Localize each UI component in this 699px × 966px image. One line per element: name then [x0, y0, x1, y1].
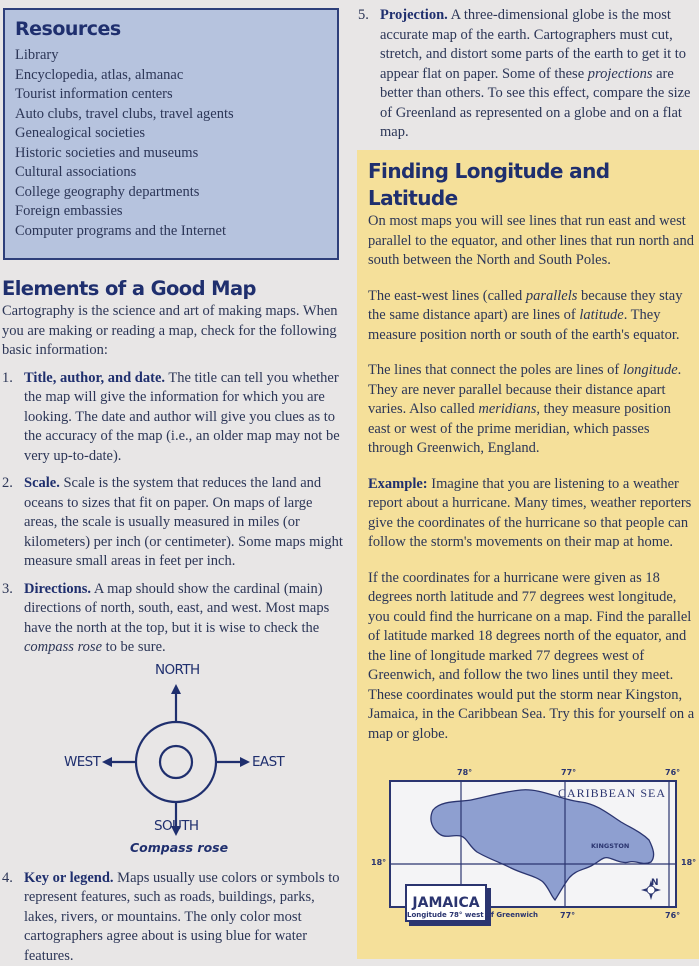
item-emphasis: compass rose	[24, 639, 102, 655]
item-heading: Scale.	[24, 475, 60, 491]
item-number: 2.	[2, 474, 24, 572]
text-run: . They measure position north or south of the earth's equator.	[368, 307, 679, 343]
item-number: 4.	[2, 869, 24, 966]
item-text: Maps usually use colors or symbols to represent features, such as roads, buildings, parks, lakes, rivers, or mountains. The only color most cartographers agree about is using blue for water features.	[24, 870, 340, 964]
item-heading: Key or legend.	[24, 870, 114, 886]
map-sea-label: CARIBBEAN SEA	[558, 786, 666, 801]
map-tick-78-top: 78°	[457, 768, 472, 777]
resource-item: Library	[15, 46, 327, 66]
list-item-key-legend	[2, 869, 347, 966]
resources-box	[3, 8, 339, 260]
map-city-label: KINGSTON	[591, 842, 629, 850]
compass-east-label: EAST	[252, 754, 284, 770]
list-item-title-author-date	[2, 369, 347, 467]
map-country-label: JAMAICA	[405, 884, 487, 922]
item-text: The title can tell you whether the map will give the information for which you are looking. The date and author will give you clues as to the accuracy of the map (i.e., an older map may not be very up-to-date).	[24, 370, 340, 464]
resource-item: Auto clubs, travel clubs, travel agents	[15, 105, 327, 125]
term-longitude: longitude	[623, 362, 678, 378]
resources-list	[15, 46, 327, 241]
term-meridians: meridians	[478, 401, 536, 417]
resource-item: Encyclopedia, atlas, almanac	[15, 66, 327, 86]
compass-south-label: SOUTH	[154, 818, 198, 834]
list-item-directions	[2, 580, 347, 658]
item-text-tail: to be sure.	[102, 639, 166, 655]
list-item-scale	[2, 474, 347, 572]
item-text: Scale is the system that reduces the land and oceans to sizes that fit on paper. On maps of large areas, the scale is usually measured in miles (or kilometers) per inch (or centimeter). Some maps might measure small areas in feet per inch.	[24, 475, 343, 569]
resource-item: Foreign embassies	[15, 202, 327, 222]
text-run: , they measure position east or west of the prime meridian, which passes through Greenwich, England.	[368, 401, 671, 456]
resource-item: College geography departments	[15, 183, 327, 203]
longlat-paragraph-1: On most maps you will see lines that run east and west parallel to the equator, and other lines that run north and south between the North and South Poles.	[368, 212, 695, 271]
map-lat-right: 18°	[681, 858, 696, 867]
text-run: The east-west lines (called	[368, 288, 526, 304]
item-heading: Title, author, and date.	[24, 370, 165, 386]
projection-section	[358, 6, 696, 143]
item-heading: Directions.	[24, 581, 91, 597]
map-tick-77-top: 77°	[561, 768, 576, 777]
text-run: because they stay the same distance apart) are lines of	[368, 288, 682, 324]
list-item-projection	[358, 6, 696, 143]
compass-north-label: NORTH	[155, 662, 200, 678]
elements-section	[2, 276, 347, 966]
item-text-tail: are better than others. To see this effect, compare the size of Greenland as represented on a globe and on a flat map.	[380, 66, 690, 141]
item-text: A three-dimensional globe is the most accurate map of the earth. Cartographers must cut, stretch, and distort some parts of the earth to get it to appear flat on paper. Some of these	[380, 7, 686, 82]
resource-item: Tourist information centers	[15, 85, 327, 105]
resource-item: Genealogical societies	[15, 124, 327, 144]
resources-title: Resources	[15, 18, 327, 40]
longlat-example	[368, 475, 695, 553]
item-number: 3.	[2, 580, 24, 658]
text-run: Imagine that you are listening to a weather report about a hurricane. Many times, weather reporters give the coordinates of the hurricane so that people can follow the storm's movements on their map at home.	[368, 476, 691, 551]
item-text: A map should show the cardinal (main) directions of north, south, east, and west. Most maps have the north at the top, but it is wise to check the	[24, 581, 329, 636]
jamaica-map	[367, 760, 693, 920]
longlat-paragraph-3	[368, 361, 695, 459]
map-tick-77-bottom: 77°	[560, 911, 575, 920]
term-latitude: latitude	[579, 307, 623, 323]
compass-caption: Compass rose	[130, 840, 228, 855]
term-parallels: parallels	[526, 288, 578, 304]
elements-title: Elements of a Good Map	[2, 276, 347, 302]
item-emphasis: projections	[588, 66, 653, 82]
longlat-paragraph-2	[368, 287, 695, 346]
item-heading: Projection.	[380, 7, 448, 23]
longlat-paragraph-5: If the coordinates for a hurricane were given as 18 degrees north latitude and 77 degrees west longitude, you could find the hurricane on a map. Find the parallel of latitude marked 18 degrees north of the equator, and the line of longitude marked 77 degrees west of Greenwich, and follow the two lines until they meet. These coordinates would put the storm near Kingston, Jamaica, in the Caribbean Sea. Try this for yourself on a map or globe.	[368, 569, 695, 745]
map-tick-76-bottom: 76°	[665, 911, 680, 920]
text-run: . They are never parallel because their distance apart varies. Also called	[368, 362, 681, 417]
elements-intro: Cartography is the science and art of making maps. When you are making or reading a map, check for the following basic information:	[2, 302, 347, 361]
example-label: Example:	[368, 476, 428, 492]
text-run: The lines that connect the poles are lines of	[368, 362, 623, 378]
resource-item: Cultural associations	[15, 163, 327, 183]
item-number: 1.	[2, 369, 24, 467]
item-number: 5.	[358, 6, 380, 143]
longlat-title: Finding Longitude and Latitude	[368, 158, 695, 212]
map-tick-76-top: 76°	[665, 768, 680, 777]
compass-rose-figure	[2, 658, 347, 853]
resource-item: Computer programs and the Internet	[15, 222, 327, 242]
map-north-label: N	[651, 878, 659, 888]
map-footer-caption: Longitude 78° west of Greenwich	[407, 911, 538, 919]
compass-west-label: WEST	[64, 754, 100, 770]
resource-item: Historic societies and museums	[15, 144, 327, 164]
longitude-latitude-box	[357, 150, 699, 959]
map-lat-left: 18°	[371, 858, 386, 867]
